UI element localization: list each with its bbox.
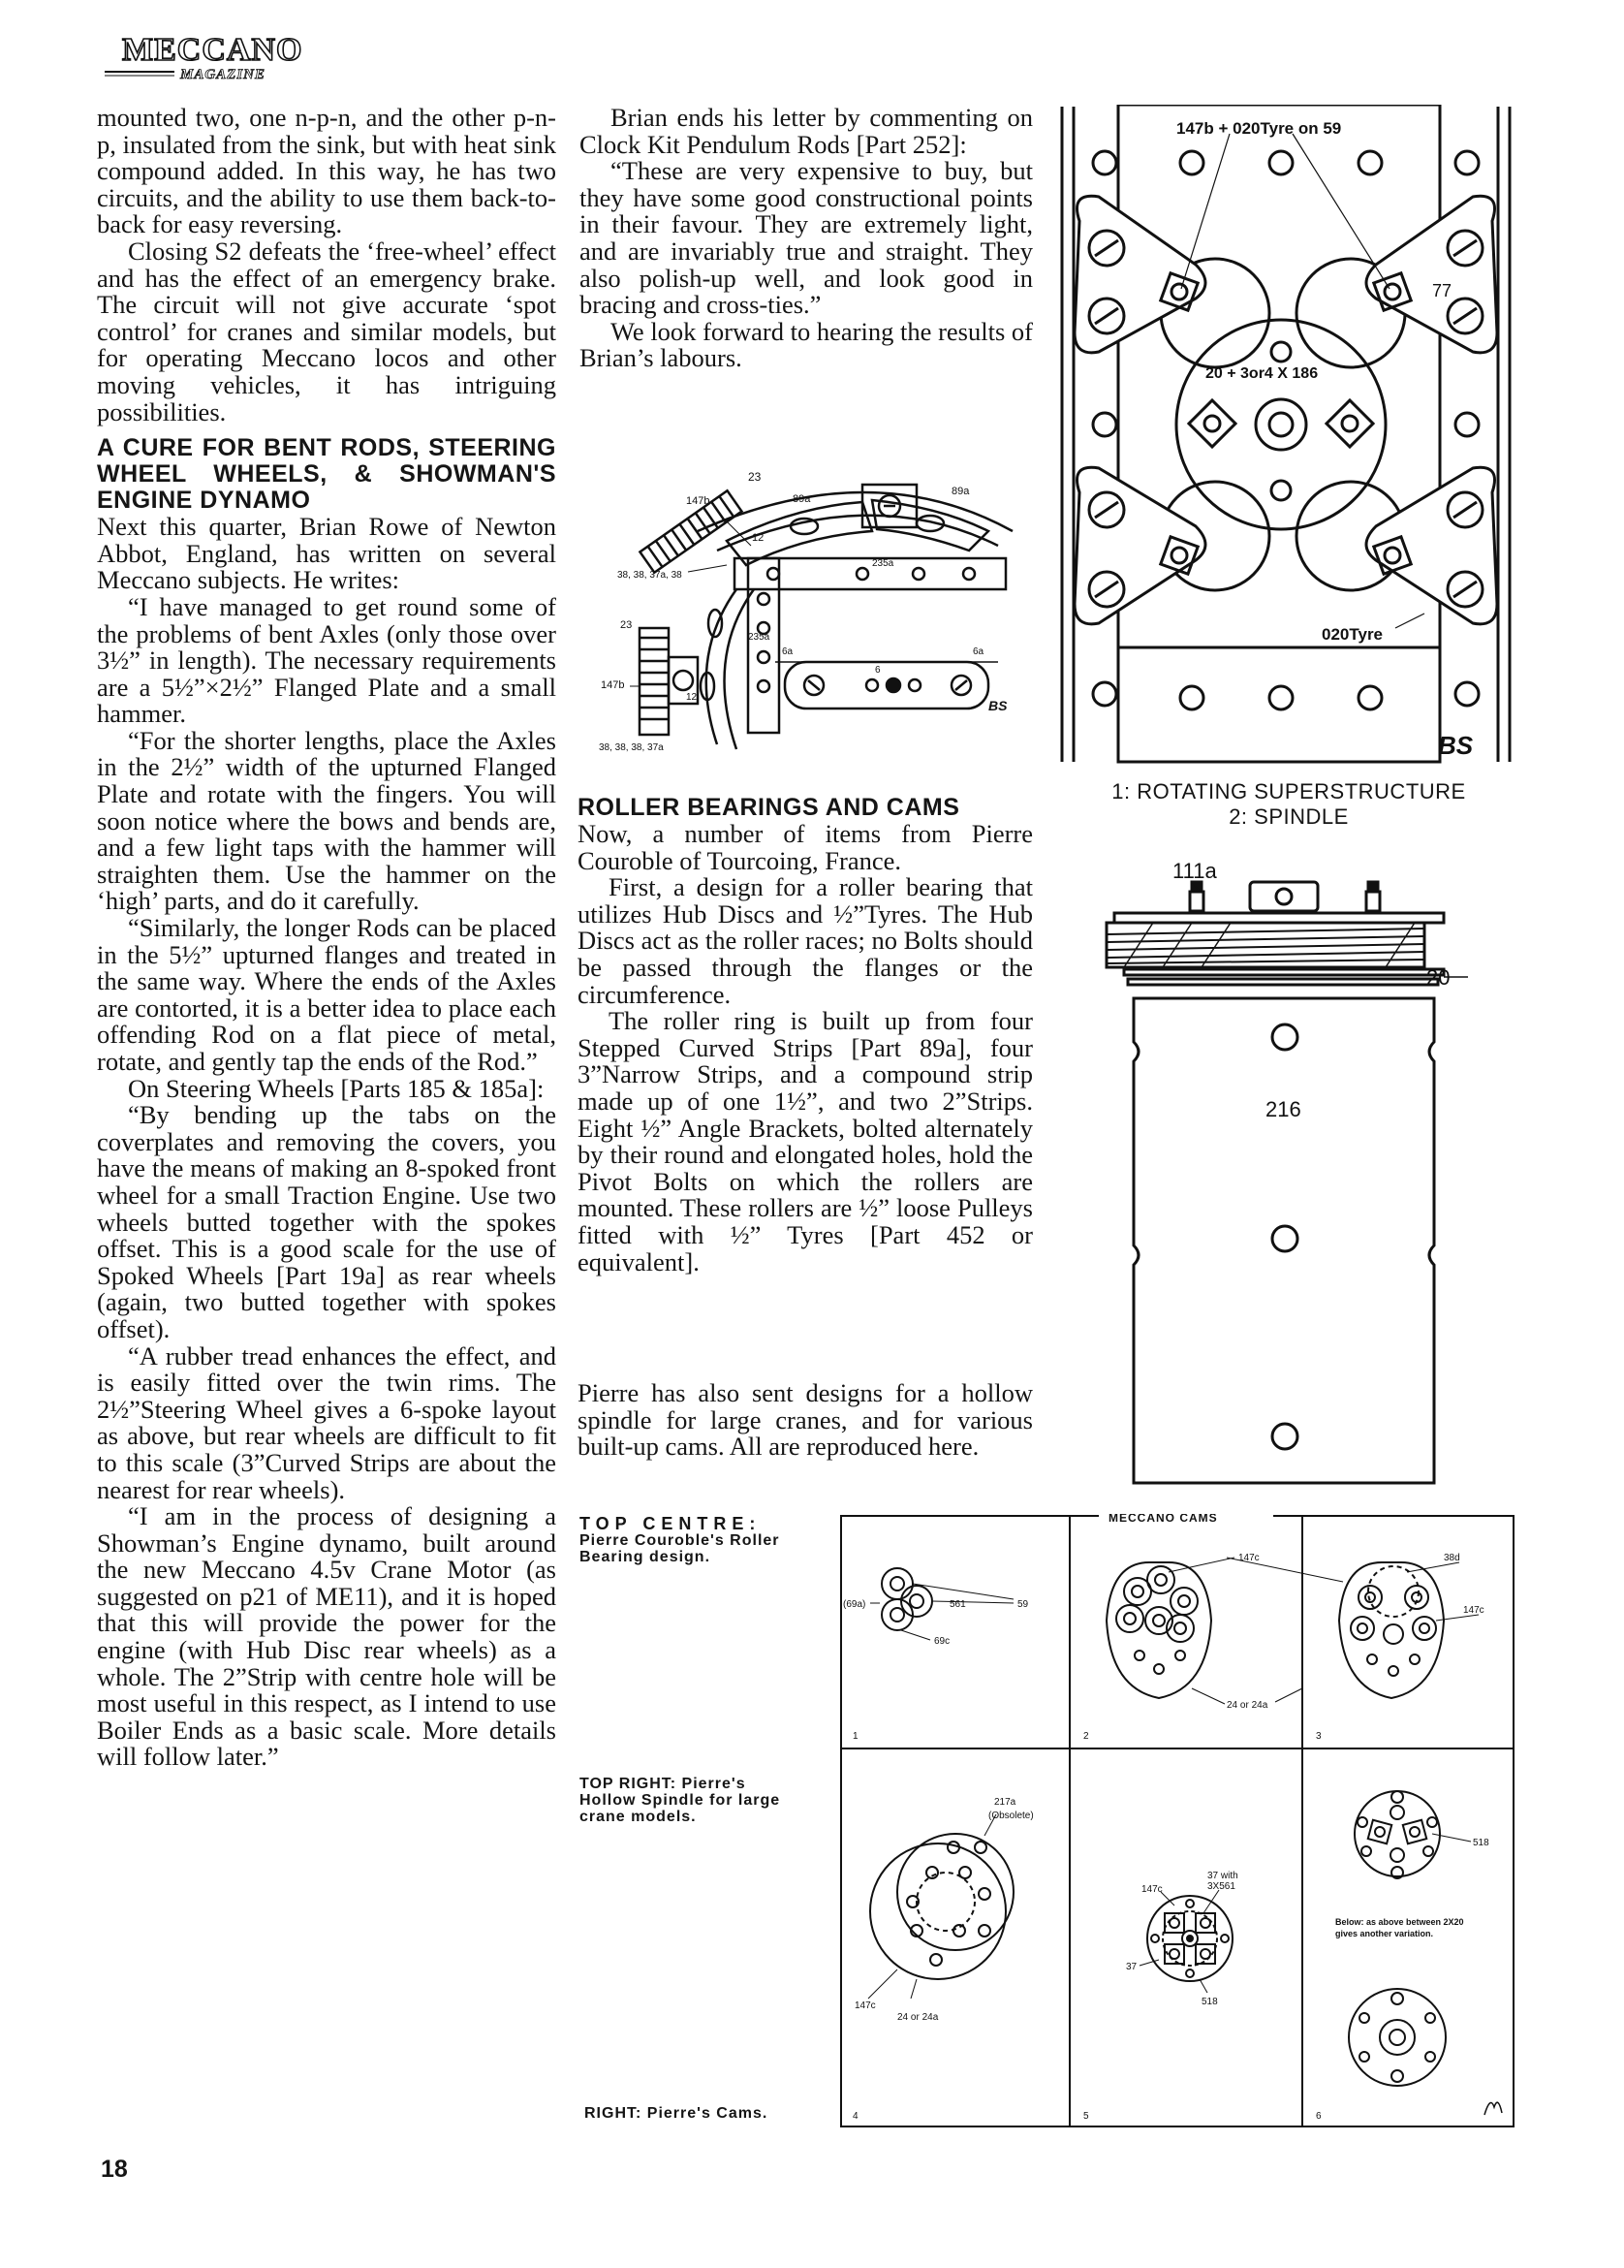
caption-line: 2: SPINDLE xyxy=(1229,804,1349,829)
paragraph: Brian ends his letter by commenting on Clock Kit Pendulum Rods [Part 252]: xyxy=(579,103,1033,159)
label: 147c xyxy=(855,2000,876,2011)
caption-line: 1: ROTATING SUPERSTRUCTURE xyxy=(1111,779,1466,803)
label: 6a xyxy=(782,646,794,657)
label: 6 xyxy=(875,665,881,676)
cam-number: 1 xyxy=(853,1731,859,1742)
label: 235a xyxy=(748,632,770,643)
label: 89a xyxy=(952,486,970,497)
label: 147b xyxy=(686,495,710,507)
cams-title: MECCANO CAMS xyxy=(1109,1514,1218,1525)
label: 69c xyxy=(934,1636,951,1647)
label: 518 xyxy=(1473,1838,1489,1848)
label: 38d xyxy=(1444,1553,1460,1563)
signature: BS xyxy=(1438,731,1474,760)
paragraph: The roller ring is built up from four Stepped Curved Strips [Part 89a], four 3”Narrow Strips, and a compound strip made up of one 1½”, and two 2”Strips. Eight ½” Angle Brackets, bolted alternately by their round and elongated holes, hold the Pivot Bolts on which the rollers are mounted. These rollers are ½” loose Pulleys fitted with ½” Tyres [Part 452 or equivalent]. xyxy=(578,1006,1033,1276)
roller-bearing-diagram xyxy=(581,463,1037,783)
label: 6a xyxy=(973,646,984,657)
paragraph: We look forward to hearing the results of Brian’s labours. xyxy=(579,316,1033,373)
signature: BS xyxy=(988,698,1008,713)
label: 147c xyxy=(1141,1884,1163,1895)
cam-number: 6 xyxy=(1316,2111,1322,2122)
paragraph: “For the shorter lengths, place the Axles in the 2½” width of the upturned Flanged Plate and rotate with the fingers. You will soon notice where the bows and bends are, and a few light taps with the hammer will straighten them. Use the hammer on the ‘high’ parts, and do it carefully. xyxy=(97,725,556,916)
label: 77 xyxy=(1432,281,1452,300)
paragraph: On Steering Wheels [Parts 185 & 185a]: xyxy=(128,1073,545,1103)
rotating-superstructure-diagram xyxy=(1060,105,1515,773)
note: Below: as above between 2X20 xyxy=(1335,1917,1464,1927)
caption-head: TOP RIGHT: Pierre's xyxy=(579,1776,746,1792)
paragraph: “Similarly, the longer Rods can be placed in the 5½” upturned flanges and treated in the same way. Where the ends of the Axles are contorted, it is a better idea to place each offending Rod on a flat piece of metal, rotate, and gently tap the ends of the Rod.” xyxy=(97,913,556,1076)
cam-number: 4 xyxy=(853,2111,859,2122)
caption-top-right xyxy=(579,1776,808,1825)
paragraph: Pierre has also sent designs for a hollow spindle for large cranes, and for various built-up cams. All are reproduced here. xyxy=(578,1378,1033,1462)
label: 111a xyxy=(1172,859,1217,883)
figure-caption xyxy=(1076,779,1502,830)
label: (Obsolete) xyxy=(988,1811,1034,1821)
label: 20 + 3or4 X 186 xyxy=(1205,365,1319,382)
column-middle-bottom xyxy=(578,1380,1033,1461)
section-heading: ROLLER BEARINGS AND CAMS xyxy=(578,794,960,821)
note: gives another variation. xyxy=(1335,1929,1434,1938)
paragraph: “A rubber tread enhances the effect, and is easily fitted over the twin rims. The 2½”Steering Wheel gives a 6-spoke layout as above, but rear wheels are difficult to fit to this scale (3”Curved Strips are about the nearest for rear wheels). xyxy=(97,1340,556,1504)
column-middle-roller-section xyxy=(578,795,1033,1276)
label: 23 xyxy=(748,470,762,484)
masthead-logo xyxy=(103,27,306,87)
label: 020Tyre xyxy=(1322,625,1384,644)
cam-number: 3 xyxy=(1316,1731,1322,1742)
paragraph: “These are very expensive to buy, but they have some good constructional points in their favour. They are extremely light, and are invariably true and straight. They also polish-up well, and look good in bracing and cross-ties.” xyxy=(579,156,1033,320)
label: 24 or 24a xyxy=(1227,1700,1268,1711)
label: 561 xyxy=(950,1599,966,1610)
label: 38, 38, 38, 37a xyxy=(599,742,664,753)
page-number: 18 xyxy=(101,2156,128,2183)
label: 147c xyxy=(1238,1553,1260,1563)
meccano-cams-diagram xyxy=(839,1514,1517,2130)
caption-body: Hollow Spindle for large crane models. xyxy=(579,1792,781,1825)
label: 518 xyxy=(1202,1997,1218,2007)
paragraph: “I am in the process of designing a Showman’s Engine dynamo, built around the new Meccano 4.5v Crane Motor (as suggested on p21 of ME11), and it is hoped that this will provide the power for the engine (with Hub Disc rear wheels) as a whole. The 2”Strip with centre hole will be most useful in this respect, as I intend to use Boiler Ends as a basic scale. More details will follow later.” xyxy=(97,1501,556,1772)
masthead-title: MECCANO xyxy=(122,32,303,68)
label: 147b + 020Tyre on 59 xyxy=(1176,119,1342,138)
cam-number: 2 xyxy=(1083,1731,1089,1742)
label: 38, 38, 37a, 38 xyxy=(617,570,682,581)
label: (69a) xyxy=(843,1599,866,1610)
caption-right: RIGHT: Pierre's Cams. xyxy=(584,2105,768,2122)
paragraph: Next this quarter, Brian Rowe of Newton Abbot, England, has written on several Meccano subjects. He writes: xyxy=(97,512,556,595)
cam-number: 5 xyxy=(1083,2111,1089,2122)
caption-top-centre xyxy=(579,1516,808,1565)
paragraph: “I have managed to get round some of the problems of bent Axles (only those over 3½” in length). The necessary requirements are a 5½”×2½” Flanged Plate and a small hammer. xyxy=(97,591,556,729)
paragraph: Closing S2 defeats the ‘free-wheel’ effect and has the effect of an emergency brake. The circuit will not give accurate ‘spot control’ for cranes and similar models, but for operating Meccano locos and other moving vehicles, it has intriguing possibilities. xyxy=(97,236,556,426)
label: 20 xyxy=(1426,965,1451,990)
section-heading: A CURE FOR BENT RODS, STEERING WHEEL WHEELS, & SHOWMAN'S ENGINE DYNAMO xyxy=(97,434,556,515)
caption-body: Pierre Couroble's Roller Bearing design. xyxy=(579,1532,780,1565)
label: 89a xyxy=(793,493,811,505)
label: 37 xyxy=(1126,1962,1138,1972)
hollow-spindle-diagram xyxy=(1095,853,1483,1493)
label: 216 xyxy=(1265,1097,1301,1121)
paragraph: First, a design for a roller bearing that utilizes Hub Discs and ½”Tyres. The Hub Discs act as the roller races; no Bolts should be passed through the flanges or the circumference. xyxy=(578,872,1033,1009)
paragraph: “By bending up the tabs on the coverplates and removing the covers, you have the means of making an 8-spoked front wheel for a small Traction Engine. Use two wheels butted together with the spokes offset. This is a good scale for the use of Spoked Wheels [Part 19a] as rear wheels (again, two butted together with spokes offset). xyxy=(97,1100,556,1343)
label: 23 xyxy=(620,619,633,631)
paragraph: mounted two, one n-p-n, and the other p-n-p, insulated from the sink, but with heat sink compound added. In this way, he has two circuits, and the ability to use them back-to-back for easy reversing. xyxy=(97,103,556,239)
masthead-subtitle: MAGAZINE xyxy=(180,67,266,82)
label: 235a xyxy=(872,558,894,569)
label: 147b xyxy=(601,679,625,691)
label: 12 xyxy=(686,692,698,703)
label: 37 with xyxy=(1207,1871,1238,1881)
label: 217a xyxy=(994,1797,1016,1808)
label: 24 or 24a xyxy=(897,2012,939,2023)
column-left xyxy=(97,105,556,1771)
column-middle-top xyxy=(579,105,1033,372)
caption-head: TOP CENTRE: xyxy=(579,1514,762,1533)
paragraph: Now, a number of items from Pierre Couroble of Tourcoing, France. xyxy=(578,819,1033,875)
label: 147c xyxy=(1463,1605,1484,1616)
label: 12 xyxy=(752,532,765,544)
label: 59 xyxy=(1017,1599,1029,1610)
label: 3X561 xyxy=(1207,1881,1235,1892)
